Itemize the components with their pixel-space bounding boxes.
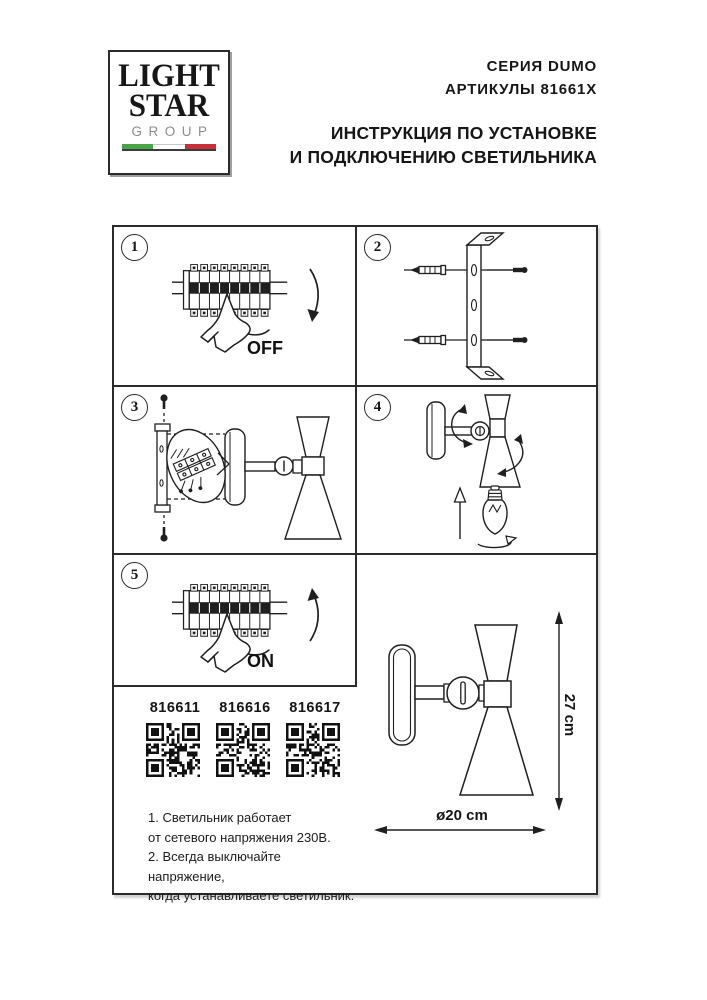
articles-area bbox=[114, 687, 357, 903]
bracket-bottom-tab bbox=[155, 505, 170, 512]
wiring-connection-drawing bbox=[114, 387, 355, 551]
article-number: 816616 bbox=[219, 700, 271, 716]
article-number: 816617 bbox=[289, 700, 341, 716]
joint-screw-slot bbox=[461, 682, 465, 704]
logo-word-light: LIGHT bbox=[118, 58, 220, 94]
step-1-number: 1 bbox=[121, 234, 148, 261]
wall-anchor-icon bbox=[410, 336, 446, 345]
wall-anchor-icon bbox=[410, 266, 446, 275]
upper-cone bbox=[485, 395, 510, 419]
waist-band bbox=[484, 681, 511, 707]
italy-flag-icon bbox=[122, 144, 216, 151]
qr-code bbox=[216, 723, 270, 777]
step-4-panel bbox=[357, 387, 596, 555]
flag-red-stripe bbox=[185, 144, 216, 149]
screw-icon bbox=[487, 267, 528, 273]
lamp-arm bbox=[415, 686, 444, 699]
dimension-diagram bbox=[357, 555, 596, 893]
flag-white-stripe bbox=[153, 144, 184, 149]
qr-code bbox=[146, 723, 200, 777]
lamp-arm bbox=[445, 427, 472, 435]
waist-band bbox=[490, 419, 505, 437]
waist-band bbox=[302, 457, 324, 475]
arrow-up-curve bbox=[310, 595, 318, 641]
step-3-panel bbox=[114, 387, 357, 555]
breaker-off-drawing bbox=[114, 227, 355, 383]
step-3-number: 3 bbox=[121, 394, 148, 421]
step-5-panel bbox=[114, 555, 357, 687]
upper-cone bbox=[475, 625, 517, 681]
step-2-panel bbox=[357, 227, 596, 387]
lamp-canopy bbox=[427, 402, 445, 459]
instruction-title-line1: ИНСТРУКЦИЯ ПО УСТАНОВКЕ bbox=[330, 123, 597, 143]
shade-and-bulb-drawing bbox=[357, 387, 594, 551]
lower-cone bbox=[460, 707, 533, 795]
step-2-number: 2 bbox=[364, 234, 391, 261]
mounting-bracket-drawing bbox=[357, 227, 594, 383]
step-1-panel bbox=[114, 227, 357, 387]
instruction-title-line2: И ПОДКЛЮЧЕНИЮ СВЕТИЛЬНИКА bbox=[289, 146, 597, 167]
lamp-canopy bbox=[389, 645, 415, 745]
note-line: 1. Светильник работает bbox=[148, 810, 292, 825]
title-block bbox=[290, 55, 597, 169]
note-line: 2. Всегда выключайте напряжение, bbox=[148, 849, 281, 884]
bulb-icon bbox=[483, 486, 507, 534]
arrow-up-head bbox=[308, 588, 320, 601]
logo-word-group: GROUP bbox=[131, 124, 214, 139]
lamp-arm bbox=[245, 462, 275, 471]
breaker-on-drawing bbox=[114, 555, 355, 683]
step-4-number: 4 bbox=[364, 394, 391, 421]
height-dimension-label: 27 cm bbox=[561, 693, 578, 737]
articles-title: АРТИКУЛЫ 81661X bbox=[445, 81, 597, 98]
arrow-down-curve bbox=[310, 269, 318, 315]
logo-word-star: STAR bbox=[128, 88, 210, 124]
rotate-joint-arrow bbox=[452, 409, 467, 443]
off-label: OFF bbox=[247, 338, 283, 358]
qr-code bbox=[286, 723, 340, 777]
instruction-title bbox=[290, 122, 597, 169]
article-number: 816611 bbox=[149, 700, 201, 716]
note-line: когда устанавливаете светильник. bbox=[148, 888, 355, 903]
lightstar-logo bbox=[108, 50, 230, 175]
flag-green-stripe bbox=[122, 144, 153, 149]
diameter-dimension-label: ø20 cm bbox=[436, 807, 488, 824]
twist-bulb-arrow bbox=[478, 540, 511, 548]
lower-cone bbox=[480, 437, 520, 487]
lamp-canopy bbox=[225, 429, 245, 505]
arrow-down-head bbox=[308, 309, 320, 322]
note-line: от сетевого напряжения 230В. bbox=[148, 829, 331, 845]
step-5-number: 5 bbox=[121, 562, 148, 589]
upper-cone bbox=[297, 417, 329, 457]
series-title: СЕРИЯ DUMO bbox=[486, 58, 597, 75]
bracket-top-tab bbox=[155, 424, 170, 431]
lower-cone bbox=[285, 475, 341, 539]
instruction-grid bbox=[112, 225, 598, 903]
on-label: ON bbox=[247, 651, 274, 671]
bracket-plate bbox=[157, 431, 167, 505]
safety-notes bbox=[148, 808, 357, 906]
screw-icon bbox=[487, 337, 528, 343]
